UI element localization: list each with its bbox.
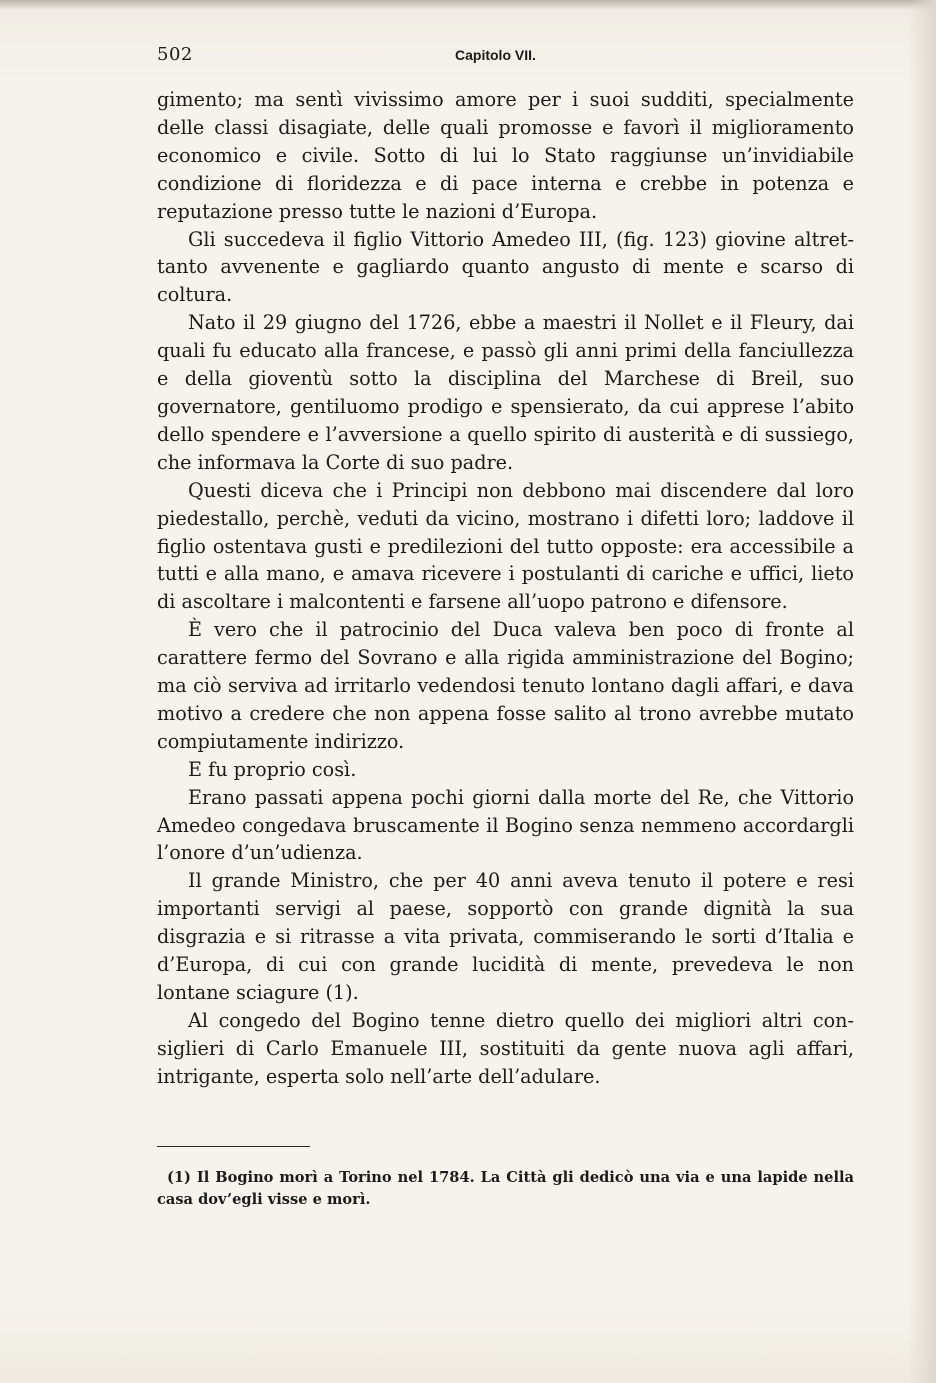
- paragraph: Nato il 29 giugno del 1726, ebbe a maestri il Nollet e il Fleury, dai quali fu educato alla francese, e passò gli anni primi della fanciullezza e della gioventù sotto la disciplina del Marchese di Breil, suo governatore, gentiluomo prodigo e spensierato, da cui apprese l’abito dello spendere e l’avversione a quello spirito di austerità e di sussiego, che informava la Corte di suo padre.: [157, 311, 854, 474]
- paragraph: Gli succedeva il figlio Vittorio Amedeo III, (fig. 123) giovine altrettanto avvenente e gagliardo quanto angusto di mente e scarso di coltura.: [157, 227, 854, 307]
- page-edge-shadow-top: [0, 0, 936, 10]
- body-text: [157, 86, 854, 1091]
- paragraph: E fu proprio così.: [188, 757, 357, 781]
- footnote: (1) Il Bogino morì a Torino nel 1784. La Città gli dedicò una via e una lapide nella casa dov’egli visse e morì.: [157, 1169, 854, 1208]
- paragraph-continuation: gimento; ma sentì vivissimo amore per i suoi sudditi, specialmente delle classi disagiate, delle quali promosse e favorì il miglioramento economico e civile. Sotto di lui lo Stato raggiunse un’invidiabile condizione di floridezza e di pace interna e crebbe in potenza e reputazione presso tutte le nazioni d’Europa.: [157, 88, 854, 223]
- paragraph: Al congedo del Bogino tenne dietro quello dei migliori altri consiglieri di Carlo Emanuele III, sostituiti da gente nuova agli affari, intrigante, esperta solo nell’arte dell’adulare.: [157, 1008, 854, 1088]
- page-number: 502: [157, 44, 193, 65]
- page-header: [157, 44, 857, 70]
- paragraph: È vero che il patrocinio del Duca valeva ben poco di fronte al carattere fermo del Sovrano e alla rigida amministrazione del Bogino; ma ciò serviva ad irritarlo vedendosi tenuto lontano dagli affari, e dava motivo a credere che non appena fosse salito al trono avrebbe mutato compiutamente indirizzo.: [157, 618, 854, 753]
- paragraph: Questi diceva che i Principi non debbono mai discendere dal loro piedestallo, perchè, veduti da vicino, mostrano i difetti loro; laddove il figlio ostentava gusti e predilezioni del tutto opposte: era accessibile a tutti e alla mano, e amava ricevere i postulanti di cariche e uffici, lieto di ascoltare i malcontenti e farsene all’uopo patrono e difensore.: [157, 478, 854, 614]
- page-edge-shadow-right: [908, 0, 936, 1383]
- paragraph: Erano passati appena pochi giorni dalla morte del Re, che Vittorio Amedeo congedava bruscamente il Bogino senza nemmeno accordargli l’onore d’un’udienza.: [157, 785, 854, 865]
- footnote-separator: [157, 1146, 310, 1147]
- paragraph: Il grande Ministro, che per 40 anni aveva tenuto il potere e resi importanti servigi al paese, sopportò con grande dignità la sua disgrazia e si ritrasse a vita privata, commiserando le sorti d’Italia e d’Europa, di cui con grande lucidità di mente, prevedeva le non lontane sciagure (1).: [157, 869, 854, 1004]
- running-head: Capitolo VII.: [455, 47, 536, 63]
